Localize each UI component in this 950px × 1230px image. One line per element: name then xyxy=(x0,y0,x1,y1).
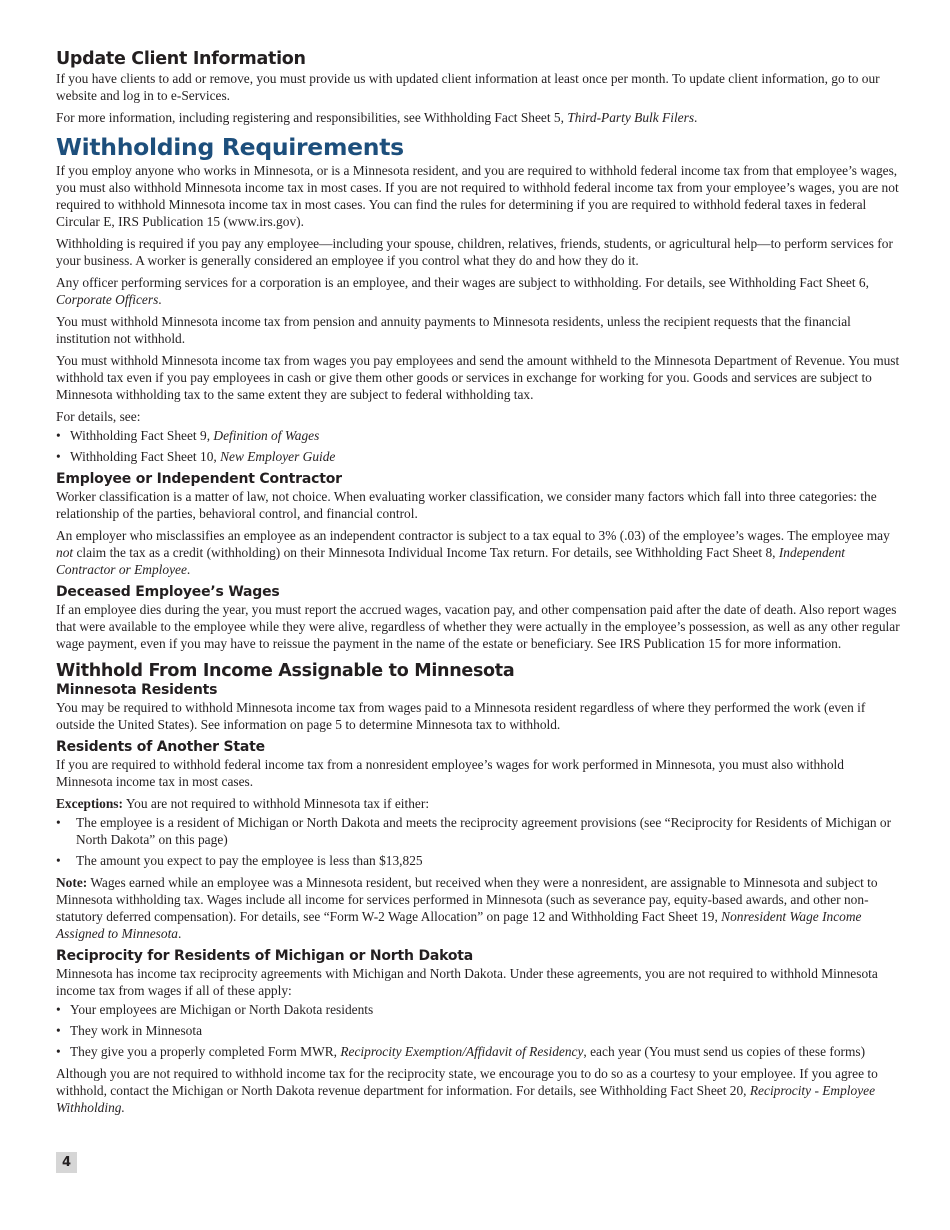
paragraph: Withholding is required if you pay any employee—including your spouse, children, relatives, friends, students, or agricultural help—to perform services for your business. A worker is generally considered an employee if you control what they do and how they do it. xyxy=(56,236,893,268)
reciprocity-conditions-list xyxy=(56,1001,902,1060)
paragraph: Although you are not required to withhold income tax for the reciprocity state, we encourage you to do so as a courtesy to your employee. If you agree to withhold, contact the Michigan or North Dakota revenue department for information. For details, see Withholding Fact Sheet 20, Reciprocity - Employee Withholding. xyxy=(56,1066,878,1115)
paragraph: Minnesota has income tax reciprocity agreements with Michigan and North Dakota. Under these agreements, you are not required to withhold Minnesota income tax from wages if all of these apply: xyxy=(56,966,878,998)
section-heading-update-client: Update Client Information xyxy=(56,49,306,69)
fact-sheet-list xyxy=(56,427,902,465)
paragraph: You may be required to withhold Minnesota income tax from wages paid to a Minnesota resident regardless of where they performed the work (even if outside the United States). See information on page 5 to determine Minnesota tax to withhold. xyxy=(56,700,866,732)
document-page xyxy=(56,44,902,1121)
subheading-deceased-wages: Deceased Employee’s Wages xyxy=(56,584,280,600)
paragraph: For more information, including registering and responsibilities, see Withholding Fact Sheet 5, Third-Party Bulk Filers. xyxy=(56,110,698,125)
subheading-other-state-residents: Residents of Another State xyxy=(56,739,265,755)
paragraph: You must withhold Minnesota income tax from wages you pay employees and send the amount withheld to the Minnesota Department of Revenue. You must withhold tax even if you pay employees in cash or give them other goods or services in exchange for working for you. Goods and services are subject to Minnesota withholding tax to the same extent they are subject to federal withholding tax. xyxy=(56,353,900,402)
paragraph: If you have clients to add or remove, you must provide us with updated client information at least once per month. To update client information, go to our website and log in to e-Services. xyxy=(56,71,880,103)
section-heading-withholding-requirements: Withholding Requirements xyxy=(56,133,404,161)
list-item: • The amount you expect to pay the employee is less than $13,825 xyxy=(56,852,902,869)
subheading-reciprocity: Reciprocity for Residents of Michigan or North Dakota xyxy=(56,948,474,964)
note-paragraph: Note: Wages earned while an employee was a Minnesota resident, but received when they were a nonresident, are assignable to Minnesota and subject to Minnesota withholding tax. Wages include all income for services performed in Minnesota (such as severance pay, equity-based awards, and other non-statutory deferred compensation). For details, see “Form W-2 Wage Allocation” on page 12 and Withholding Fact Sheet 19, Nonresident Wage Income Assigned to Minnesota. xyxy=(56,875,878,941)
paragraph: An employer who misclassifies an employee as an independent contractor is subject to a tax equal to 3% (.03) of the employee’s wages. The employee may not claim the tax as a credit (withholding) on their Minnesota Individual Income Tax return. For details, see Withholding Fact Sheet 8, Independent Contractor or Employee. xyxy=(56,528,890,577)
list-item: • The employee is a resident of Michigan or North Dakota and meets the reciprocity agreement provisions (see “Reciprocity for Residents of Michigan or North Dakota” on this page) xyxy=(56,814,902,848)
paragraph: Exceptions: You are not required to withhold Minnesota tax if either: xyxy=(56,796,430,811)
paragraph: Any officer performing services for a corporation is an employee, and their wages are subject to withholding. For details, see Withholding Fact Sheet 6, Corporate Officers. xyxy=(56,275,869,307)
section-heading-assignable-income: Withhold From Income Assignable to Minnesota xyxy=(56,661,515,681)
subheading-minnesota-residents: Minnesota Residents xyxy=(56,682,218,698)
paragraph: If you are required to withhold federal income tax from a nonresident employee’s wages for work performed in Minnesota, you must also withhold Minnesota income tax in most cases. xyxy=(56,757,844,789)
page-number: 4 xyxy=(56,1152,77,1173)
paragraph: Worker classification is a matter of law, not choice. When evaluating worker classification, we consider many factors which fall into three categories: the relationship of the parties, behavioral control, and financial control. xyxy=(56,489,877,521)
exceptions-list xyxy=(56,814,902,869)
list-item: • Withholding Fact Sheet 10, New Employer Guide xyxy=(56,448,902,465)
paragraph: For details, see: xyxy=(56,409,141,424)
list-item: • Withholding Fact Sheet 9, Definition of Wages xyxy=(56,427,902,444)
paragraph: You must withhold Minnesota income tax from pension and annuity payments to Minnesota residents, unless the recipient requests that the financial institution not withhold. xyxy=(56,314,851,346)
list-item: • They work in Minnesota xyxy=(56,1022,902,1039)
list-item: • Your employees are Michigan or North Dakota residents xyxy=(56,1001,902,1018)
paragraph: If an employee dies during the year, you must report the accrued wages, vacation pay, and other compensation paid after the date of death. Also report wages that were available to the employee while they were alive, regardless of whether they were actually in the employee’s possession, as well as any other regular wage payment, even if you may have to reissue the payment in the name of the estate or beneficiary. See IRS Publication 15 for more information. xyxy=(56,602,900,651)
subheading-employee-contractor: Employee or Independent Contractor xyxy=(56,471,342,487)
list-item: • They give you a properly completed Form MWR, Reciprocity Exemption/Affidavit of Residency, each year (You must send us copies of these forms) xyxy=(56,1043,902,1060)
paragraph: If you employ anyone who works in Minnesota, or is a Minnesota resident, and you are required to withhold federal income tax from that employee’s wages, you must also withhold Minnesota income tax in most cases. If you are not required to withhold federal income tax from your employee’s wages, you are not required to withhold Minnesota income tax in most cases. You can find the rules for determining if you are required to withhold federal taxes in federal Circular E, IRS Publication 15 (www.irs.gov). xyxy=(56,163,899,229)
